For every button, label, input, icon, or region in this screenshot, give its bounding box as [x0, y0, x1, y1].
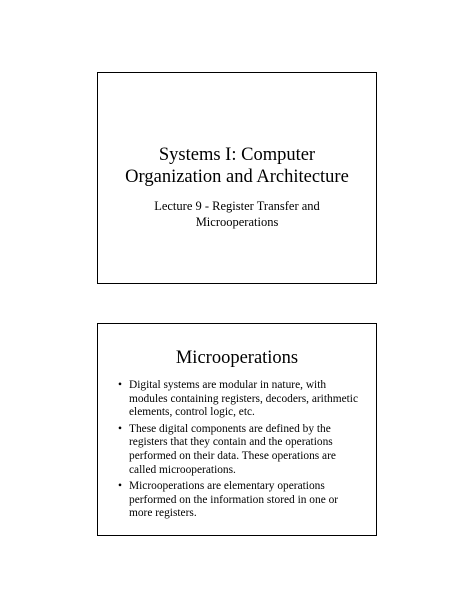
slide-1-subtitle-line-2: Microoperations	[195, 215, 279, 229]
bullet-1-line-3: elements, control logic, etc.	[129, 406, 255, 419]
slide-1-subtitle	[98, 198, 376, 230]
bullet-1-line-1: Digital systems are modular in nature, with	[129, 379, 327, 391]
bullet-1-line-2: modules containing registers, decoders, arithmetic	[129, 392, 359, 405]
bullet-list	[118, 379, 362, 524]
bullet-icon: •	[118, 480, 122, 493]
bullet-2-line-4: called microoperations.	[129, 463, 236, 476]
bullet-2-line-3: performed on their data. These operations are	[129, 449, 336, 462]
slide-1-subtitle-line-1: Lecture 9 - Register Transfer and	[154, 199, 320, 213]
slide-1-title-line-1: Systems I: Computer	[158, 145, 316, 165]
bullet-icon: •	[118, 379, 122, 391]
bullet-3-line-1: Microoperations are elementary operations	[129, 480, 325, 493]
bullet-item-2	[118, 423, 362, 477]
slide-2	[97, 323, 377, 536]
slide-1-title-line-2: Organization and Architecture	[125, 167, 349, 187]
slide-1-title	[98, 144, 376, 188]
slide-2-title: Microoperations	[175, 348, 299, 368]
bullet-item-1	[118, 379, 362, 420]
slide-1	[97, 72, 377, 284]
bullet-icon: •	[118, 422, 122, 435]
bullet-2-line-1: These digital components are defined by the	[129, 422, 331, 435]
bullet-2-line-2: registers that they contain and the operations	[129, 436, 333, 449]
bullet-3-line-3: more registers.	[129, 507, 197, 520]
bullet-item-3	[118, 480, 362, 521]
bullet-3-line-2: performed on the information stored in one or	[129, 493, 339, 506]
